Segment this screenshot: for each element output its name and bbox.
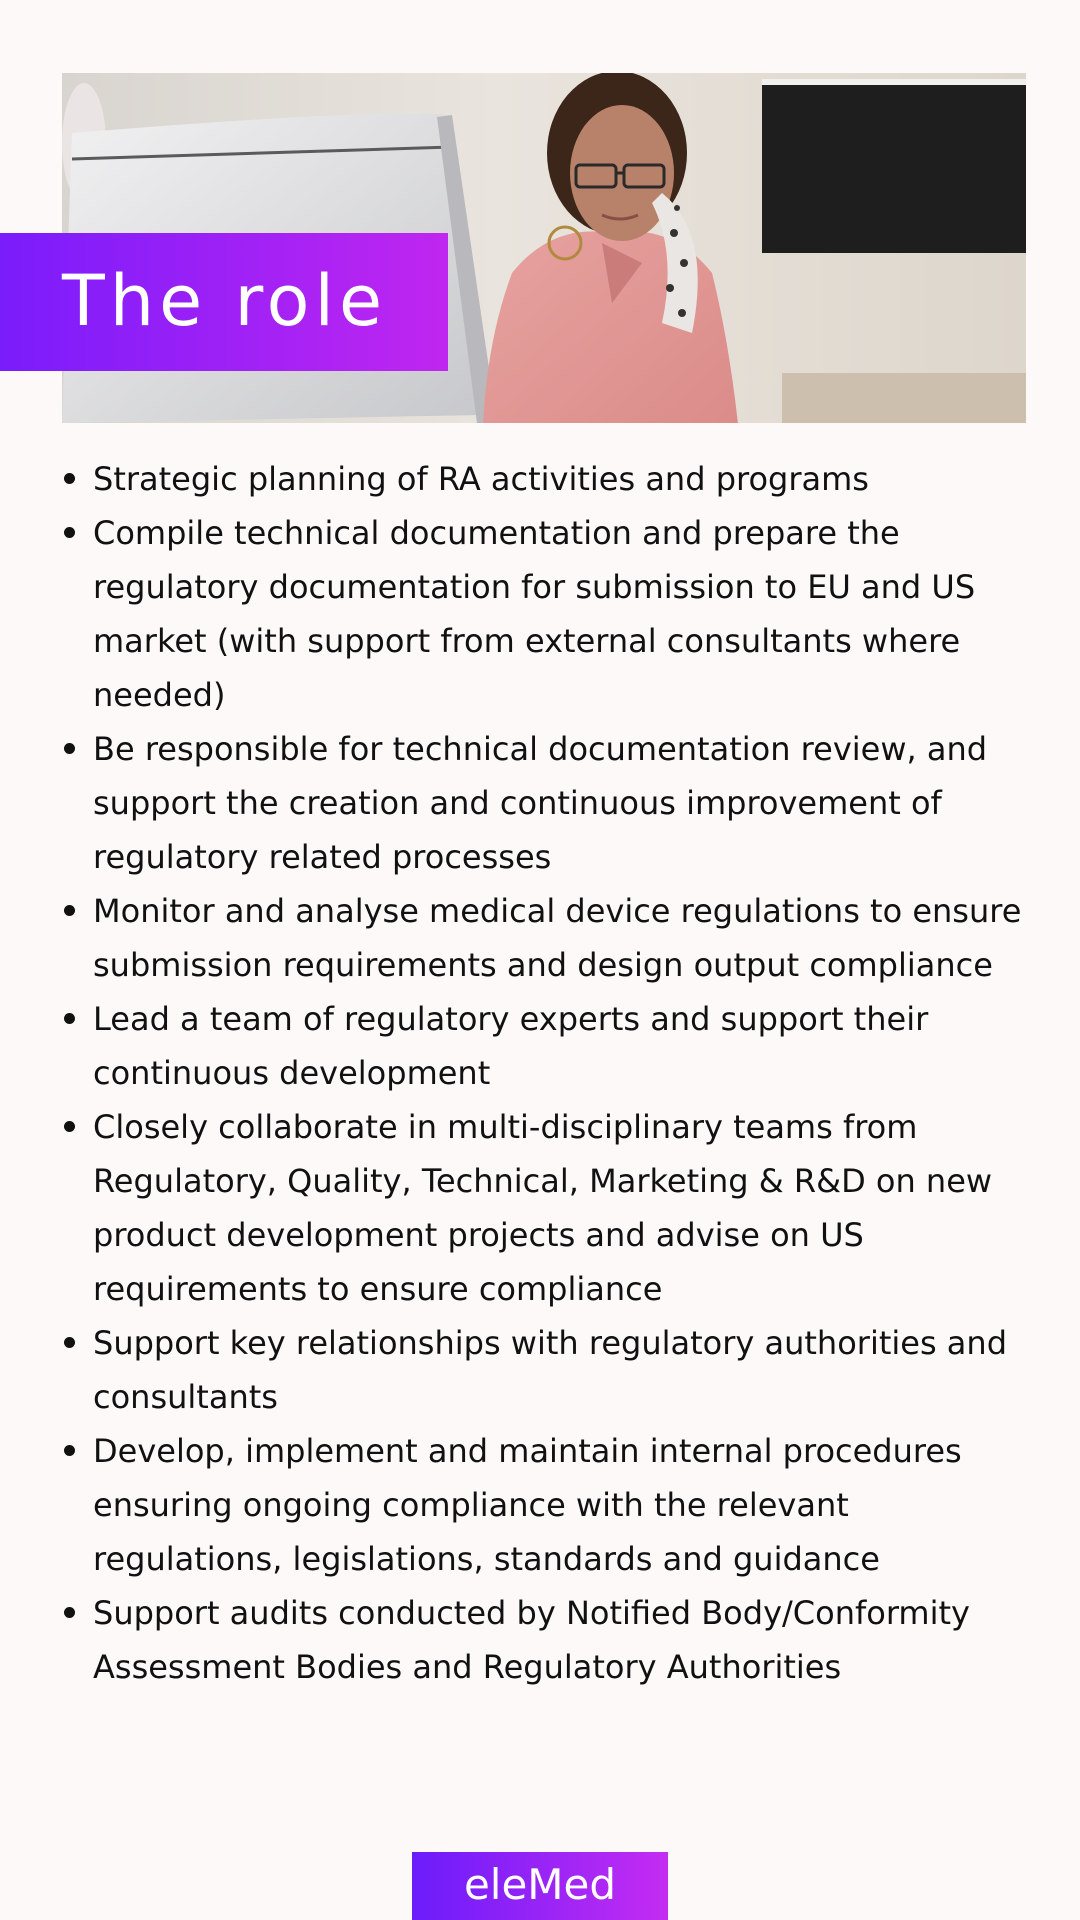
list-item (62, 506, 1022, 722)
bullet-icon (64, 1445, 75, 1456)
list-item-text: Lead a team of regulatory experts and support their continuous development (93, 1000, 929, 1092)
list-item-text: Strategic planning of RA activities and programs (93, 460, 869, 498)
list-item-text: Be responsible for technical documentation review, and support the creation and continuous improvement of regulatory related processes (93, 730, 988, 876)
list-item (62, 1424, 1022, 1586)
list-item (62, 722, 1022, 884)
responsibilities-list (62, 452, 1022, 1694)
list-item (62, 1586, 1022, 1694)
company-logo (412, 1852, 668, 1920)
bullet-icon (64, 743, 75, 754)
title-banner (0, 233, 448, 371)
page-title: The role (62, 260, 388, 342)
list-item (62, 1316, 1022, 1424)
bullet-icon (64, 1337, 75, 1348)
list-item-text: Support key relationships with regulatory authorities and consultants (93, 1324, 1007, 1416)
list-item-text: Develop, implement and maintain internal procedures ensuring ongoing compliance with the relevant regulations, legislations, standards and guidance (93, 1432, 962, 1578)
list-item-text: Closely collaborate in multi-disciplinary teams from Regulatory, Quality, Technical, Marketing & R&D on new product development projects and advise on US requirements to ensure compliance (93, 1108, 993, 1308)
bullet-icon (64, 1013, 75, 1024)
tv-screen (762, 83, 1026, 253)
bullet-icon (64, 1121, 75, 1132)
bullet-icon (64, 905, 75, 916)
bullet-icon (64, 527, 75, 538)
list-item-text: Monitor and analyse medical device regulations to ensure submission requirements and design output compliance (93, 892, 1022, 984)
list-item (62, 884, 1022, 992)
bullet-icon (64, 473, 75, 484)
list-item (62, 452, 1022, 506)
list-item (62, 992, 1022, 1100)
list-item-text: Compile technical documentation and prepare the regulatory documentation for submission to EU and US market (with support from external consultants where needed) (93, 514, 976, 714)
logo-text: eleMed (463, 1860, 617, 1909)
list-item-text: Support audits conducted by Notified Body/Conformity Assessment Bodies and Regulatory Authorities (93, 1594, 970, 1686)
list-item (62, 1100, 1022, 1316)
bullet-icon (64, 1607, 75, 1618)
